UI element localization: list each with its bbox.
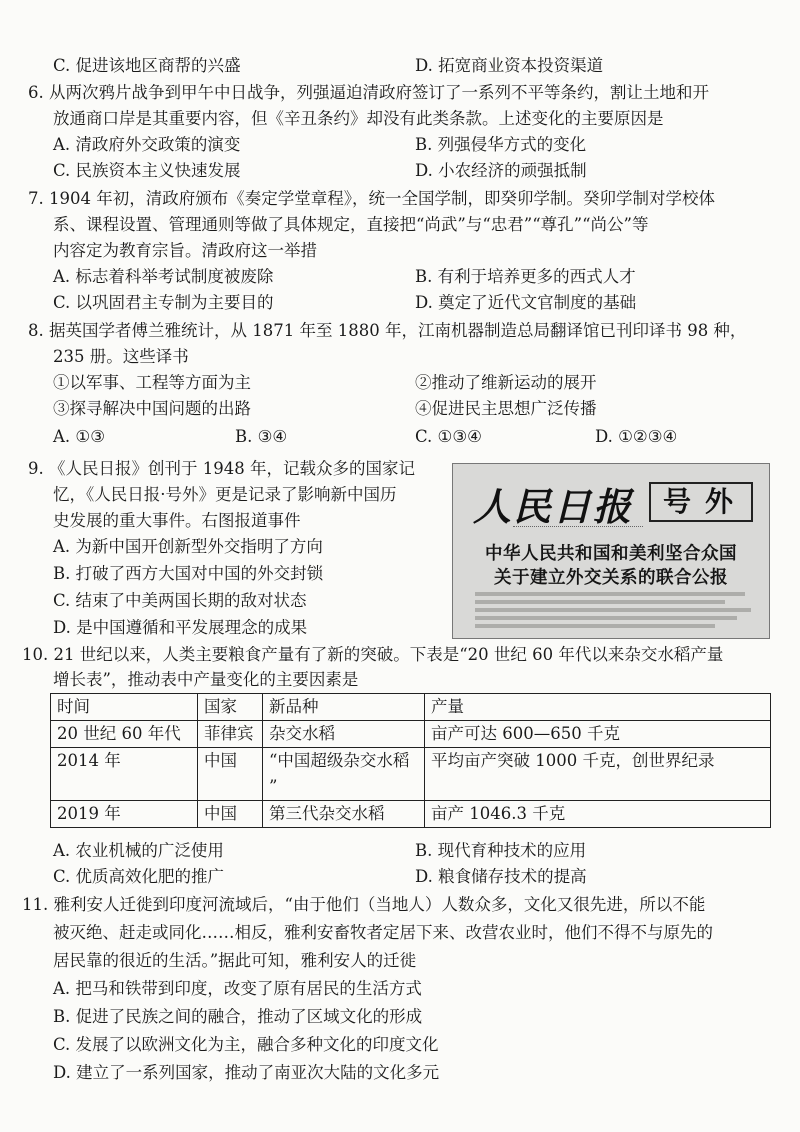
table-cell: 中国: [198, 801, 263, 828]
q8-statement-1: ①以军事、工程等方面为主: [53, 373, 251, 392]
table-cell: 2019 年: [51, 801, 198, 828]
table-cell: 杂交水稻: [263, 721, 425, 748]
q10-stem-line1: 10. 21 世纪以来，人类主要粮食产量有了新的突破。下表是“20 世纪 60 年代以来杂交水稻产量: [22, 645, 724, 664]
table-cell: 平均亩产突破 1000 千克，创世界纪录: [425, 748, 771, 801]
q10-stem-line2: 增长表”，推动表中产量变化的主要因素是: [53, 670, 359, 689]
newspaper-date-line: [513, 526, 643, 530]
q10-option-d: D. 粮食储存技术的提高: [415, 867, 587, 886]
q5-option-c: C. 促进该地区商帮的兴盛: [53, 56, 241, 75]
newspaper-body-text: [475, 600, 725, 604]
rice-yield-table: [50, 693, 771, 828]
q6-option-b: B. 列强侵华方式的变化: [415, 135, 587, 154]
q8-stem-line2: 235 册。这些译书: [53, 347, 189, 366]
q10-option-b: B. 现代育种技术的应用: [415, 841, 587, 860]
q6-option-c: C. 民族资本主义快速发展: [53, 161, 241, 180]
q7-stem-line1: 7. 1904 年初，清政府颁布《奏定学堂章程》，统一全国学制，即癸卯学制。癸卯学制对学校体: [28, 189, 715, 208]
newspaper-extra-image: [452, 463, 770, 639]
table-cell: 20 世纪 60 年代: [51, 721, 198, 748]
newspaper-body-text: [475, 608, 751, 612]
table-row: [51, 748, 771, 801]
table-header-row: [51, 694, 771, 721]
q8-option-a: A. ①③: [53, 427, 105, 446]
q9-option-d: D. 是中国遵循和平发展理念的成果: [53, 618, 308, 637]
q9-option-a: A. 为新中国开创新型外交指明了方向: [53, 537, 323, 556]
q11-option-a: A. 把马和铁带到印度，改变了原有居民的生活方式: [53, 979, 422, 998]
q7-option-c: C. 以巩固君主专制为主要目的: [53, 293, 274, 312]
q11-option-c: C. 发展了以欧洲文化为主，融合多种文化的印度文化: [53, 1035, 439, 1054]
q11-stem-line2: 被灭绝、赶走或同化……相反，雅利安畜牧者定居下来、改营农业时，他们不得不与原先的: [53, 923, 713, 942]
newspaper-body-text: [475, 592, 745, 596]
q8-option-d: D. ①②③④: [595, 427, 678, 446]
newspaper-headline-2: 关于建立外交关系的联合公报: [494, 568, 728, 588]
table-header-cell: 国家: [198, 694, 263, 721]
q6-stem-line1: 6. 从两次鸦片战争到甲午中日战争，列强逼迫清政府签订了一系列不平等条约，割让土地和开: [28, 83, 709, 102]
q11-option-b: B. 促进了民族之间的融合，推动了区域文化的形成: [53, 1007, 423, 1026]
q9-option-c: C. 结束了中美两国长期的敌对状态: [53, 591, 307, 610]
q5-option-d: D. 拓宽商业资本投资渠道: [415, 56, 604, 75]
q11-stem-line1: 11. 雅利安人迁徙到印度河流域后，“由于他们（当地人）人数众多，文化又很先进，所以不能: [22, 895, 706, 914]
q6-option-a: A. 清政府外交政策的演变: [53, 135, 241, 154]
q10-option-c: C. 优质高效化肥的推广: [53, 867, 225, 886]
q8-statement-2: ②推动了维新运动的展开: [415, 373, 597, 392]
table-cell: 第三代杂交水稻: [263, 801, 425, 828]
table-row: [51, 801, 771, 828]
table-cell: 2014 年: [51, 748, 198, 801]
q7-option-d: D. 奠定了近代文官制度的基础: [415, 293, 637, 312]
newspaper-name: 人民日报: [473, 484, 634, 529]
q11-stem-line3: 居民靠的很近的生活。”据此可知，雅利安人的迁徙: [53, 951, 417, 970]
q7-stem-line2: 系、课程设置、管理通则等做了具体规定，直接把“尚武”与“忠君”“尊孔”“尚公”等: [53, 215, 649, 234]
q10-option-a: A. 农业机械的广泛使用: [53, 841, 224, 860]
q7-option-b: B. 有利于培养更多的西式人才: [415, 267, 636, 286]
table-cell: 菲律宾: [198, 721, 263, 748]
q11-option-d: D. 建立了一系列国家，推动了南亚次大陆的文化多元: [53, 1063, 440, 1082]
q9-option-b: B. 打破了西方大国对中国的外交封锁: [53, 564, 324, 583]
newspaper-masthead: [453, 464, 769, 534]
table-cell: 亩产 1046.3 千克: [425, 801, 771, 828]
q8-stem-line1: 8. 据英国学者傅兰雅统计，从 1871 年至 1880 年，江南机器制造总局翻译馆已刊印译书 98 种，: [28, 321, 747, 340]
q8-statement-3: ③探寻解决中国问题的出路: [53, 399, 251, 418]
q8-option-b: B. ③④: [235, 427, 288, 446]
q6-stem-line2: 放通商口岸是其重要内容，但《辛丑条约》却没有此类条款。上述变化的主要原因是: [53, 109, 664, 128]
table-cell: 亩产可达 600—650 千克: [425, 721, 771, 748]
table-header-cell: 新品种: [263, 694, 425, 721]
newspaper-body-text: [475, 624, 715, 628]
table-header-cell: 产量: [425, 694, 771, 721]
q9-stem-line3: 史发展的重大事件。右图报道事件: [53, 511, 301, 530]
q8-statement-4: ④促进民主思想广泛传播: [415, 399, 597, 418]
newspaper-extra-label: 号外: [649, 482, 753, 522]
q8-option-c: C. ①③④: [415, 427, 482, 446]
q6-option-d: D. 小农经济的顽强抵制: [415, 161, 587, 180]
q9-stem-line2: 忆，《人民日报·号外》更是记录了影响新中国历: [53, 485, 397, 504]
newspaper-body-text: [475, 616, 737, 620]
q7-option-a: A. 标志着科举考试制度被废除: [53, 267, 274, 286]
newspaper-headline-1: 中华人民共和国和美利坚合众国: [485, 544, 737, 564]
q7-stem-line3: 内容定为教育宗旨。清政府这一举措: [53, 241, 317, 260]
table-cell: 中国: [198, 748, 263, 801]
table-header-cell: 时间: [51, 694, 198, 721]
table-cell: “中国超级杂交水稻 ”: [263, 748, 425, 801]
q9-stem-line1: 9. 《人民日报》创刊于 1948 年，记载众多的国家记: [28, 459, 415, 478]
table-row: [51, 721, 771, 748]
